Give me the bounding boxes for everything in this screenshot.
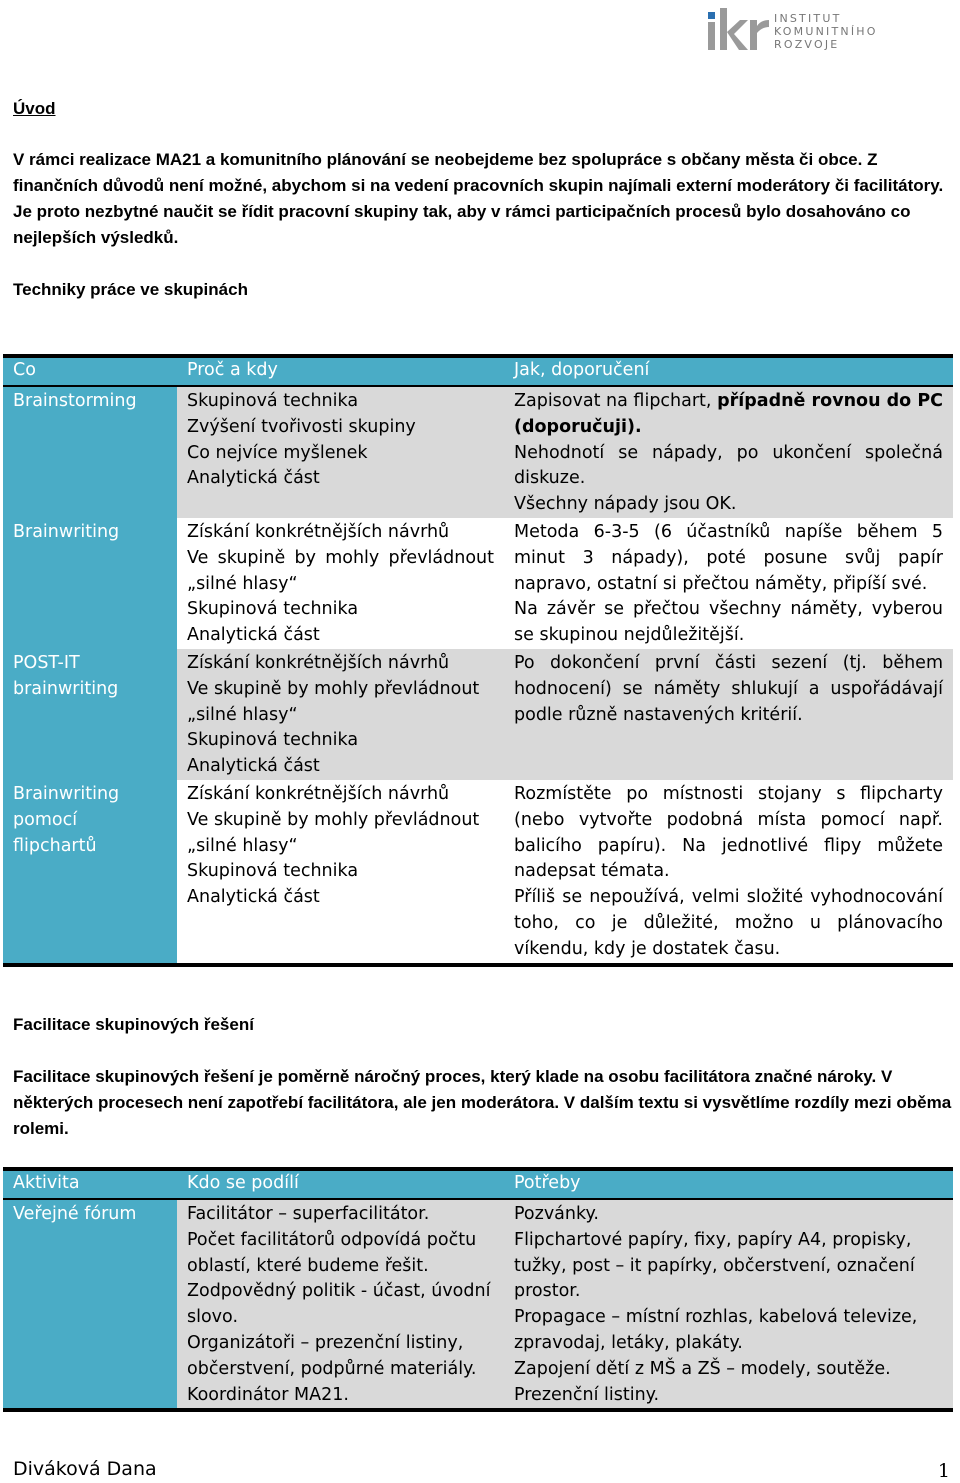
table-row bbox=[3, 386, 953, 518]
table-row bbox=[3, 1199, 953, 1410]
logo-line-2: KOMUNITNÍHO bbox=[774, 25, 878, 38]
table-row bbox=[3, 780, 953, 965]
table-header-row bbox=[3, 356, 953, 386]
logo-text bbox=[774, 12, 878, 51]
technique-name: Brainstorming bbox=[3, 386, 177, 518]
technique-why: Získání konkrétnějších návrhů Ve skupině by mohly převládnout „silné hlasy“ Skupinová technika Analytická část bbox=[177, 649, 504, 780]
techniques-heading: Techniky práce ve skupinách bbox=[13, 280, 248, 299]
technique-how: Rozmístěte po místnosti stojany s flipcharty (nebo vytvořte podobná místa pomocí např. balicího papíru). Na jednotlivé flipy můžete nadepsat témata. Příliš se nepoužívá, velmi složité vyhodnocování toho, co je důležité, možno u plánovacího víkendu, kdy je dostatek času. bbox=[504, 780, 953, 965]
header-cell-proc: Proč a kdy bbox=[177, 356, 504, 386]
facilitation-paragraph: Facilitace skupinových řešení je poměrně náročný proces, který klade na osobu facilitátora značné nároky. V některých procesech není zapotřebí facilitátora, ale jen moderátora. V dalším textu si vysvětlíme rozdíly mezi oběma rolemi. bbox=[13, 1067, 952, 1138]
activity-name: Veřejné fórum bbox=[3, 1199, 177, 1410]
intro-heading: Úvod bbox=[13, 99, 56, 118]
footer-author: Diváková Dana bbox=[13, 1458, 157, 1480]
logo-line-3: ROZVOJE bbox=[774, 38, 840, 51]
header-cell-kdo: Kdo se podílí bbox=[177, 1169, 504, 1199]
header-cell-jak: Jak, doporučení bbox=[504, 356, 953, 386]
ikr-logo-icon bbox=[706, 6, 770, 52]
page-number: 1 bbox=[937, 1460, 950, 1482]
table-row bbox=[3, 518, 953, 649]
table-row bbox=[3, 649, 953, 780]
logo-line-1: INSTITUT bbox=[774, 12, 842, 25]
technique-why: Skupinová technika Zvýšení tvořivosti skupiny Co nejvíce myšlenek Analytická část bbox=[177, 386, 504, 518]
technique-why: Získání konkrétnějších návrhů Ve skupině by mohly převládnout „silné hlasy“ Skupinová technika Analytická část bbox=[177, 780, 504, 965]
activity-who: Facilitátor – superfacilitátor. Počet facilitátorů odpovídá počtu oblastí, které budeme řešit. Zodpovědný politik - účast, úvodní slovo. Organizátoři – prezenční listiny, občerstvení, podpůrné materiály. Koordinátor MA21. bbox=[177, 1199, 504, 1410]
activity-needs: Pozvánky. Flipchartové papíry, fixy, papíry A4, propisky, tužky, post – it papírky, občerstvení, označení prostor. Propagace – místní rozhlas, kabelová televize, zpravodaj, letáky, plakáty. Zapojení dětí z MŠ a ZŠ – modely, soutěže. Prezenční listiny. bbox=[504, 1199, 953, 1410]
table-header-row bbox=[3, 1169, 953, 1199]
technique-name: Brainwriting bbox=[3, 518, 177, 649]
technique-name: POST-IT brainwriting bbox=[3, 649, 177, 780]
header-cell-co: Co bbox=[3, 356, 177, 386]
facilitation-heading: Facilitace skupinových řešení bbox=[13, 1015, 254, 1034]
technique-how: Po dokončení první části sezení (tj. během hodnocení) se náměty shlukují a uspořádávají podle různě nastavených kritérií. bbox=[504, 649, 953, 780]
technique-how: Zapisovat na flipchart, případně rovnou do PC (doporučuji). Nehodnotí se nápady, po ukončení společná diskuze. Všechny nápady jsou OK. bbox=[504, 386, 953, 518]
techniques-table bbox=[3, 354, 953, 967]
facilitation-table bbox=[3, 1167, 953, 1412]
technique-name: Brainwriting pomocí flipchartů bbox=[3, 780, 177, 965]
technique-why: Získání konkrétnějších návrhů Ve skupině by mohly převládnout „silné hlasy“ Skupinová technika Analytická část bbox=[177, 518, 504, 649]
header-cell-aktivita: Aktivita bbox=[3, 1169, 177, 1199]
technique-how: Metoda 6-3-5 (6 účastníků napíše během 5 minut 3 nápady), poté posune svůj papír napravo, ostatní si přečtou náměty, připíší své. Na závěr se přečtou všechny náměty, vyberou se skupinou nejdůležitější. bbox=[504, 518, 953, 649]
logo bbox=[706, 4, 886, 54]
intro-paragraph: V rámci realizace MA21 a komunitního plánování se neobejdeme bez spolupráce s občany města či obce. Z finančních důvodů není možné, abychom si na vedení pracovních skupin najímali externí moderátory či facilitátory. Je proto nezbytné naučit se řídit pracovní skupiny tak, aby v rámci participačních procesů bylo dosahováno co nejlepších výsledků. bbox=[13, 150, 944, 247]
header-cell-potreby: Potřeby bbox=[504, 1169, 953, 1199]
